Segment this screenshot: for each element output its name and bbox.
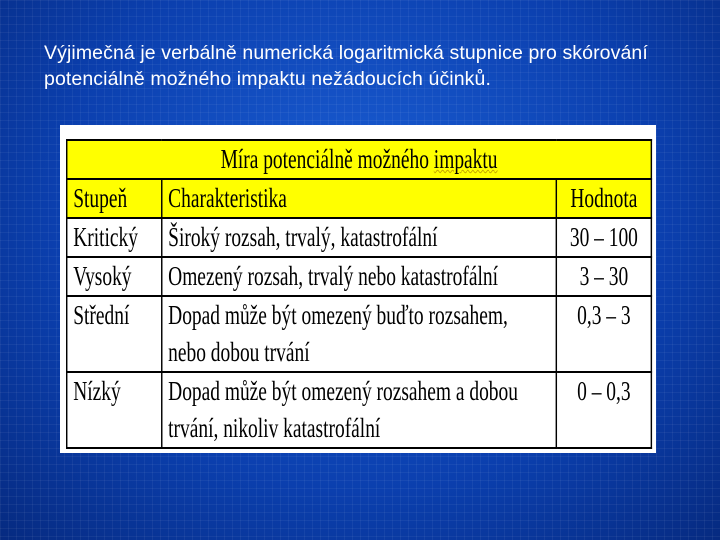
caption-text: Míra potenciálně možného: [220, 144, 429, 174]
cell-value: 30 – 100: [556, 218, 651, 257]
table-row: [67, 372, 652, 448]
cell-description: Dopad může být omezený buďto rozsahem, nebo dobou trvání: [162, 296, 557, 372]
table-row: [67, 257, 652, 296]
cell-description: Dopad může být omezený rozsahem a dobou trvání, nikoliv katastrofální: [162, 372, 557, 448]
cell-value: 0,3 – 3: [556, 296, 651, 372]
table-caption-row: [67, 140, 652, 179]
table-row: [67, 296, 652, 372]
header-description: Charakteristika: [162, 179, 557, 218]
cell-level: Střední: [67, 296, 162, 372]
table-header-row: [67, 179, 652, 218]
table-row: [67, 218, 652, 257]
cell-description: Omezený rozsah, trvalý nebo katastrofální: [162, 257, 557, 296]
impact-scale-table: [66, 139, 652, 449]
header-value: Hodnota: [556, 179, 651, 218]
caption-underlined-word: impaktu: [433, 144, 498, 174]
header-level: Stupeň: [67, 179, 162, 218]
cell-description: Široký rozsah, trvalý, katastrofální: [162, 218, 557, 257]
cell-value: 0 – 0,3: [556, 372, 651, 448]
cell-level: Nízký: [67, 372, 162, 448]
impact-table-image: [60, 125, 656, 453]
table-caption: [67, 140, 652, 179]
cell-level: Kritický: [67, 218, 162, 257]
cell-level: Vysoký: [67, 257, 162, 296]
cell-value: 3 – 30: [556, 257, 651, 296]
slide-title: Výjimečná je verbálně numerická logaritmická stupnice pro skórování potenciálně možného impaktu nežádoucích účinků.: [44, 42, 648, 90]
